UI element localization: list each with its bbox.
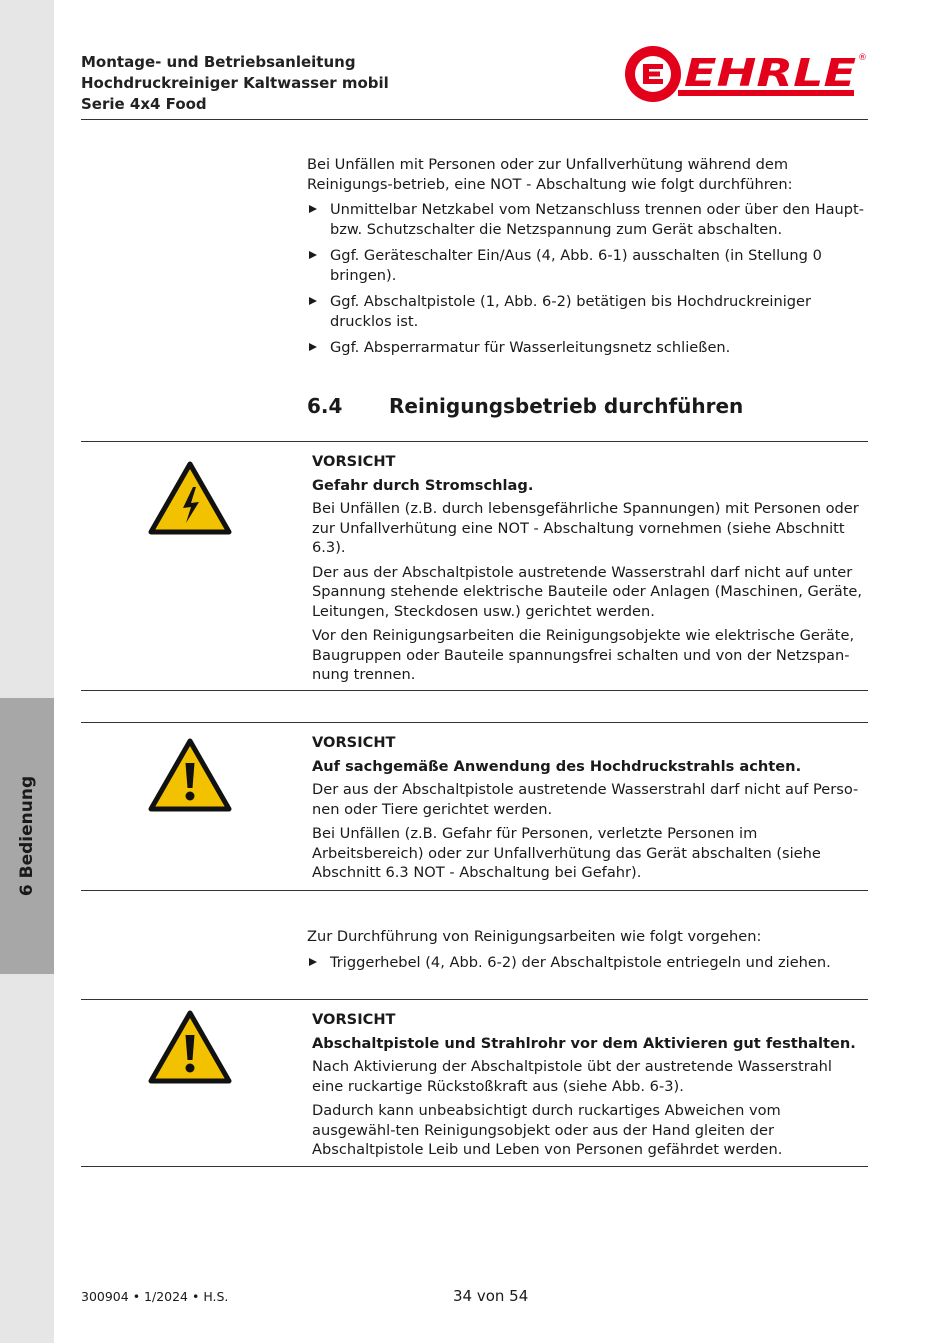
header-title-line-1: Montage- und Betriebsanleitung (81, 53, 356, 71)
warning-title: VORSICHT (312, 1011, 396, 1028)
electric-hazard-icon (148, 461, 232, 535)
warning-divider (81, 999, 868, 1000)
page-number: 34 von 54 (453, 1287, 529, 1305)
warning-divider (81, 722, 868, 723)
warning-divider (81, 441, 868, 442)
warning-subtitle: Gefahr durch Stromschlag. (312, 476, 534, 494)
warning-paragraph: Dadurch kann unbeabsichtigt durch ruckartiges Abweichen vom ausgewähl-ten Reinigungsobjekt oder aus der Hand gleiten der Abschaltpistole Leib und Leben von Personen gefährdet werden. (312, 1102, 783, 1158)
logo-registered-mark: ® (858, 53, 867, 63)
header-divider (81, 119, 868, 120)
list-item: Ggf. Absperrarmatur für Wasserleitungsnetz schließen. (307, 338, 867, 358)
list-item: Ggf. Geräteschalter Ein/Aus (4, Abb. 6-1) ausschalten (in Stellung 0 bringen). (307, 246, 867, 285)
intro-paragraph: Bei Unfällen mit Personen oder zur Unfallverhütung während dem Reinigungs-betrieb, eine NOT - Abschaltung wie folgt durchführen: (307, 156, 793, 193)
warning-divider (81, 690, 868, 691)
general-warning-icon (148, 738, 232, 812)
emergency-stop-instructions (307, 155, 867, 365)
warning-paragraph: Bei Unfällen (z.B. Gefahr für Personen, verletzte Personen im Arbeitsbereich) oder zur Unfallverhütung das Gerät abschalten (siehe Abschnitt 6.3 NOT - Abschaltung bei Gefahr). (312, 825, 821, 881)
warning-hold-spray-gun (312, 1010, 867, 1165)
list-item: Unmittelbar Netzkabel vom Netzanschluss trennen oder über den Haupt- bzw. Schutzschalter die Netzspannung zum Gerät abschalten. (307, 200, 867, 239)
section-number: 6.4 (307, 394, 343, 418)
warning-title: VORSICHT (312, 734, 396, 751)
header-title-line-2: Hochdruckreiniger Kaltwasser mobil (81, 74, 389, 92)
warning-paragraph: Bei Unfällen (z.B. durch lebensgefährliche Spannungen) mit Personen oder zur Unfallverhütung eine NOT - Abschaltung vornehmen (siehe Abschnitt 6.3). (312, 500, 859, 556)
side-strip (0, 0, 54, 1343)
warning-paragraph: Der aus der Abschaltpistole austretende Wasserstrahl darf nicht auf unter Spannung stehende elektrische Bauteile oder Anlagen (Maschinen, Geräte, Leitungen, Steckdosen usw.) gerichtet werden. (312, 563, 863, 620)
chapter-tab-label: 6 Bedienung (17, 775, 37, 897)
list-item: Triggerhebel (4, Abb. 6-2) der Abschaltpistole entriegeln und ziehen. (307, 953, 867, 973)
ehrle-logo (622, 44, 870, 104)
section-heading (307, 393, 743, 419)
procedure-steps-list (307, 953, 867, 973)
cleaning-procedure (307, 927, 867, 979)
warning-electric-shock (312, 452, 867, 690)
general-warning-icon (148, 1010, 232, 1084)
logo-wordmark: EHRLE (684, 51, 857, 95)
header-title-line-3: Serie 4x4 Food (81, 95, 207, 113)
warning-divider (81, 1166, 868, 1167)
warning-title: VORSICHT (312, 453, 396, 470)
warning-paragraph: Nach Aktivierung der Abschaltpistole übt der austretende Wasserstrahl eine ruckartige Rückstoßkraft aus (siehe Abb. 6-3). (312, 1058, 832, 1095)
warning-paragraph: Vor den Reinigungsarbeiten die Reinigungsobjekte wie elektrische Geräte, Baugruppen oder Bauteile spannungsfrei schalten und von der Netzspan-nung trennen. (312, 627, 855, 683)
warning-high-pressure-jet (312, 733, 867, 888)
procedure-paragraph: Zur Durchführung von Reinigungsarbeiten wie folgt vorgehen: (307, 928, 762, 945)
document-code: 300904 • 1/2024 • H.S. (81, 1289, 229, 1304)
document-header (81, 52, 389, 115)
list-item: Ggf. Abschaltpistole (1, Abb. 6-2) betätigen bis Hochdruckreiniger drucklos ist. (307, 292, 867, 331)
section-title: Reinigungsbetrieb durchführen (389, 394, 744, 418)
warning-divider (81, 890, 868, 891)
warning-paragraph: Der aus der Abschaltpistole austretende Wasserstrahl darf nicht auf Perso-nen oder Tiere gerichtet werden. (312, 781, 859, 818)
warning-subtitle: Abschaltpistole und Strahlrohr vor dem Aktivieren gut festhalten. (312, 1034, 856, 1052)
warning-subtitle: Auf sachgemäße Anwendung des Hochdruckstrahls achten. (312, 757, 802, 775)
emergency-steps-list (307, 200, 867, 358)
